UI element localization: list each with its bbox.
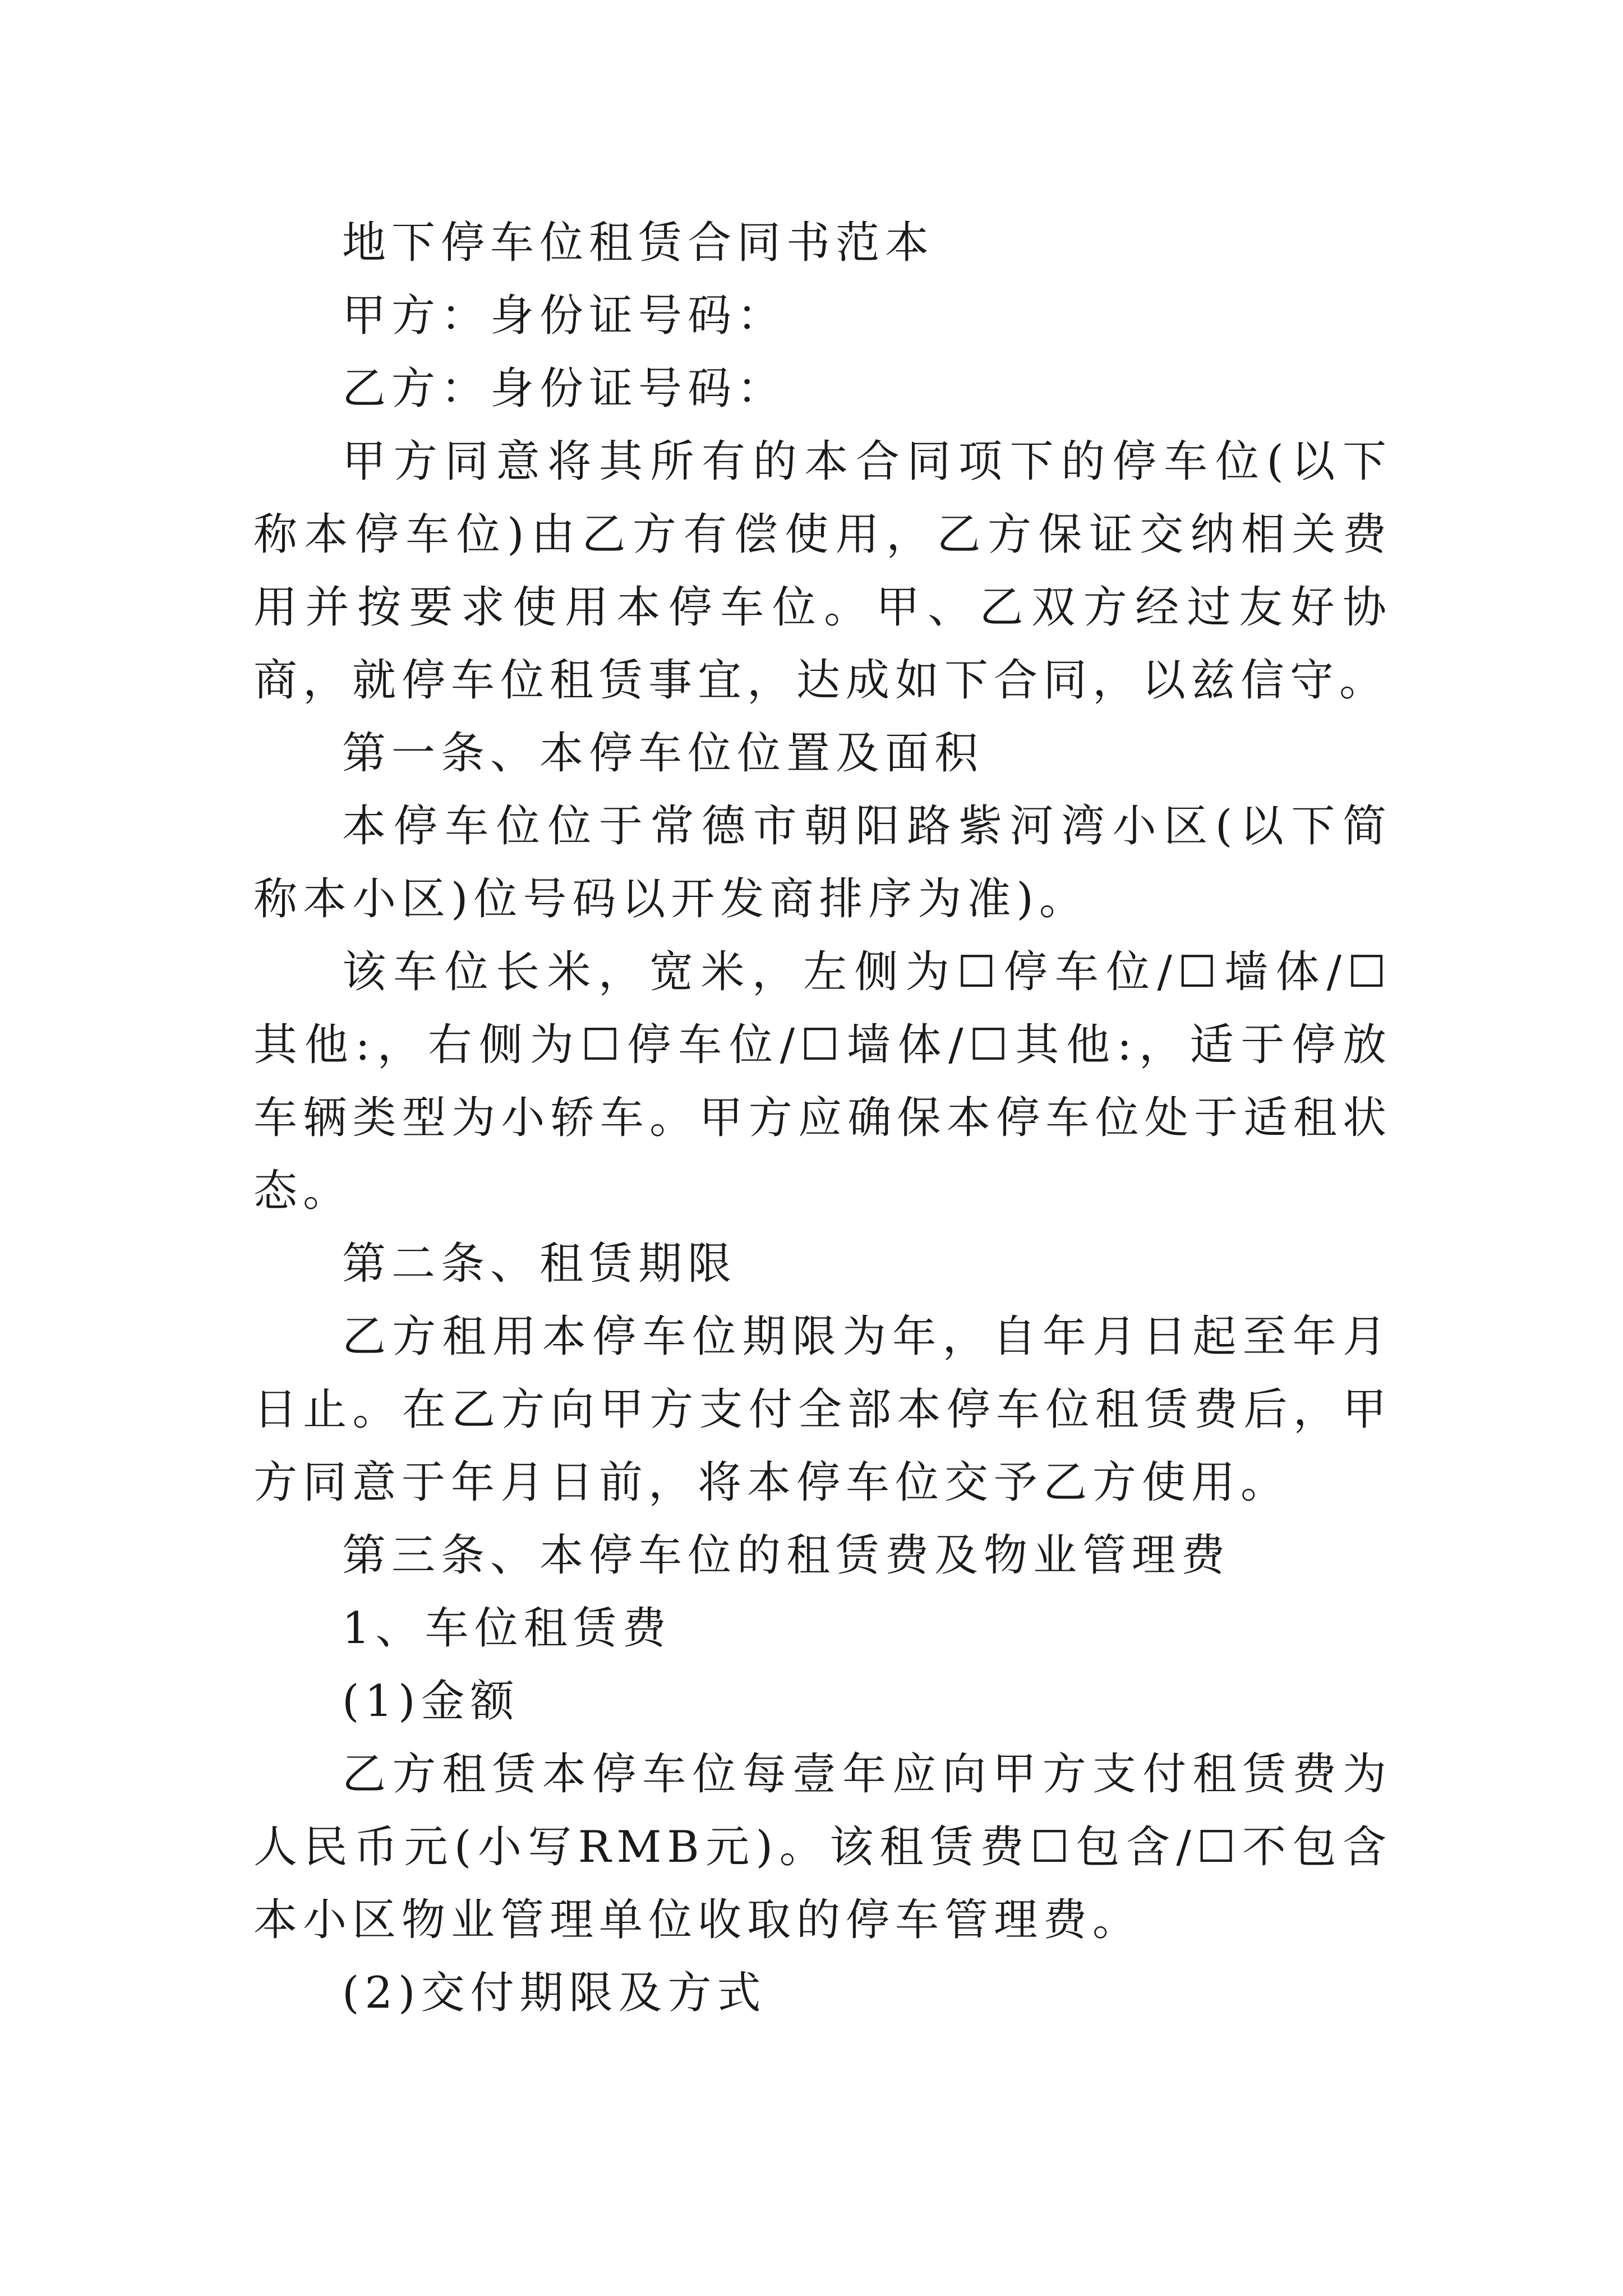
article-3-heading: 第三条、本停车位的租赁费及物业管理费 <box>342 1530 1231 1581</box>
document-body <box>253 206 1392 2030</box>
article-1-heading: 第一条、本停车位位置及面积 <box>342 728 984 779</box>
rent-subheading: 1、车位租赁费 <box>342 1603 672 1654</box>
dimensions-paragraph: 该车位长米，宽米，左侧为☐停车位/☐墙体/☐其他:，右侧为☐停车位/☐墙体/☐其他:，适于停放车辆类型为小轿车。甲方应确保本停车位处于适租状态。 <box>253 947 1392 1216</box>
article-2-heading: 第二条、租赁期限 <box>342 1239 737 1289</box>
rent-amount-paragraph: 乙方租赁本停车位每壹年应向甲方支付租赁费为人民币元(小写RMB元)。该租赁费☐包含/☐不包含本小区物业管理单位收取的停车管理费。 <box>253 1749 1392 1945</box>
location-paragraph: 本停车位位于常德市朝阳路紫河湾小区(以下简称本小区)位号码以开发商排序为准)。 <box>253 801 1392 924</box>
payment-terms-subheading: (2)交付期限及方式 <box>342 1968 767 2018</box>
preamble-paragraph: 甲方同意将其所有的本合同项下的停车位(以下称本停车位)由乙方有偿使用，乙方保证交纳相关费用并按要求使用本停车位。甲、乙双方经过友好协商，就停车位租赁事宜，达成如下合同，以兹信守。 <box>253 436 1392 706</box>
party-a-line: 甲方：身份证号码： <box>342 291 787 341</box>
party-b-line: 乙方：身份证号码： <box>342 364 787 414</box>
amount-subheading: (1)金额 <box>342 1676 520 1727</box>
document-title: 地下停车位租赁合同书范本 <box>342 218 935 268</box>
term-paragraph: 乙方租用本停车位期限为年，自年月日起至年月日止。在乙方向甲方支付全部本停车位租赁费后，甲方同意于年月日前，将本停车位交予乙方使用。 <box>253 1312 1392 1508</box>
